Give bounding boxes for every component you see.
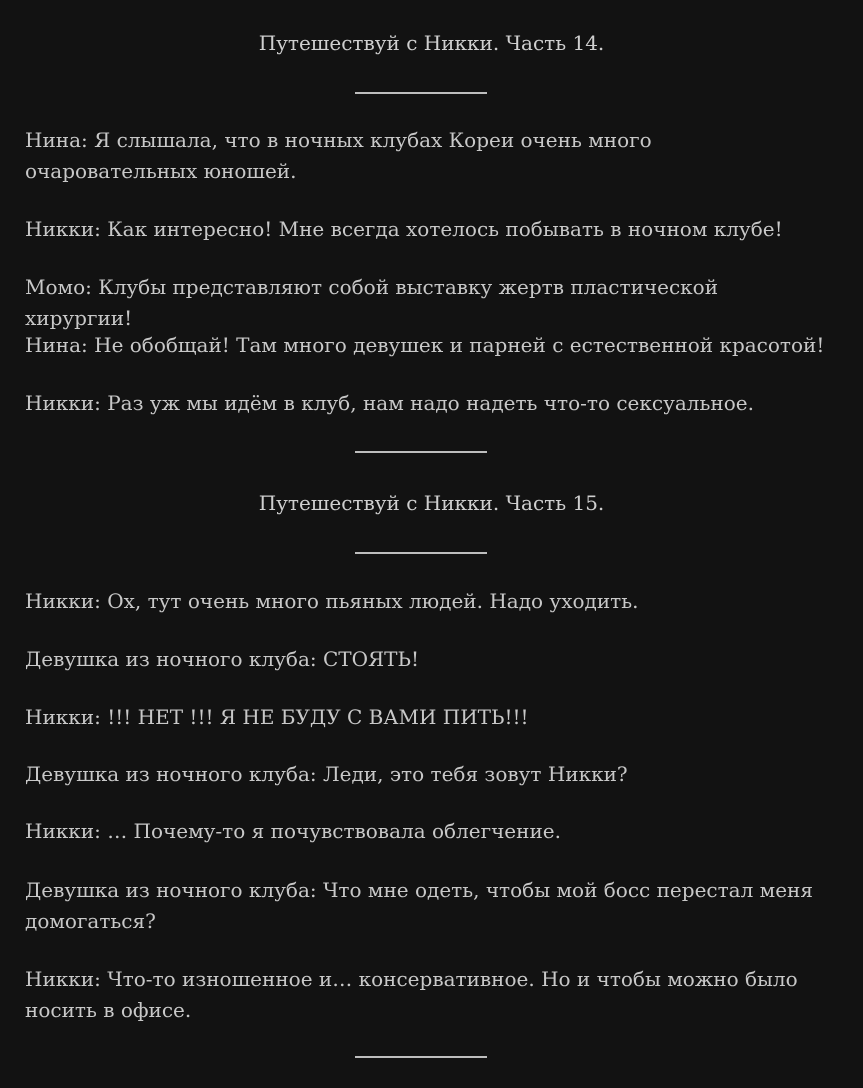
dialogue-line: Никки: !!! НЕТ !!! Я НЕ БУДУ С ВАМИ ПИТЬ!!! [25,705,529,729]
dialogue-line: Нина: Не обобщай! Там много девушек и парней с естественной красотой! [25,333,825,357]
section-divider [355,1056,487,1058]
dialogue-line: Момо: Клубы представляют собой выставку жертв пластической хирургии! [25,275,719,330]
dialogue-line: Девушка из ночного клуба: СТОЯТЬ! [25,647,420,671]
dialogue-line: Никки: Как интересно! Мне всегда хотелось побывать в ночном клубе! [25,217,783,241]
dialogue-line: Никки: … Почему-то я почувствовала облегчение. [25,819,561,843]
section-divider [355,451,487,453]
section-divider [355,552,487,554]
dialogue-line: Девушка из ночного клуба: Что мне одеть, чтобы мой босс перестал меня домогаться? [25,878,813,933]
dialogue-line: Никки: Раз уж мы идём в клуб, нам надо надеть что-то сексуальное. [25,391,754,415]
section-title-part-14: Путешествуй с Никки. Часть 14. [258,31,605,55]
dialogue-line: Никки: Что-то изношенное и… консервативное. Но и чтобы можно было носить в офисе. [25,967,798,1022]
dialogue-line: Никки: Ох, тут очень много пьяных людей. Надо уходить. [25,589,639,613]
section-title-part-15: Путешествуй с Никки. Часть 15. [258,491,605,515]
section-divider [355,92,487,94]
dialogue-line: Девушка из ночного клуба: Леди, это тебя зовут Никки? [25,762,628,786]
dialogue-line: Нина: Я слышала, что в ночных клубах Кореи очень много очаровательных юношей. [25,128,652,183]
